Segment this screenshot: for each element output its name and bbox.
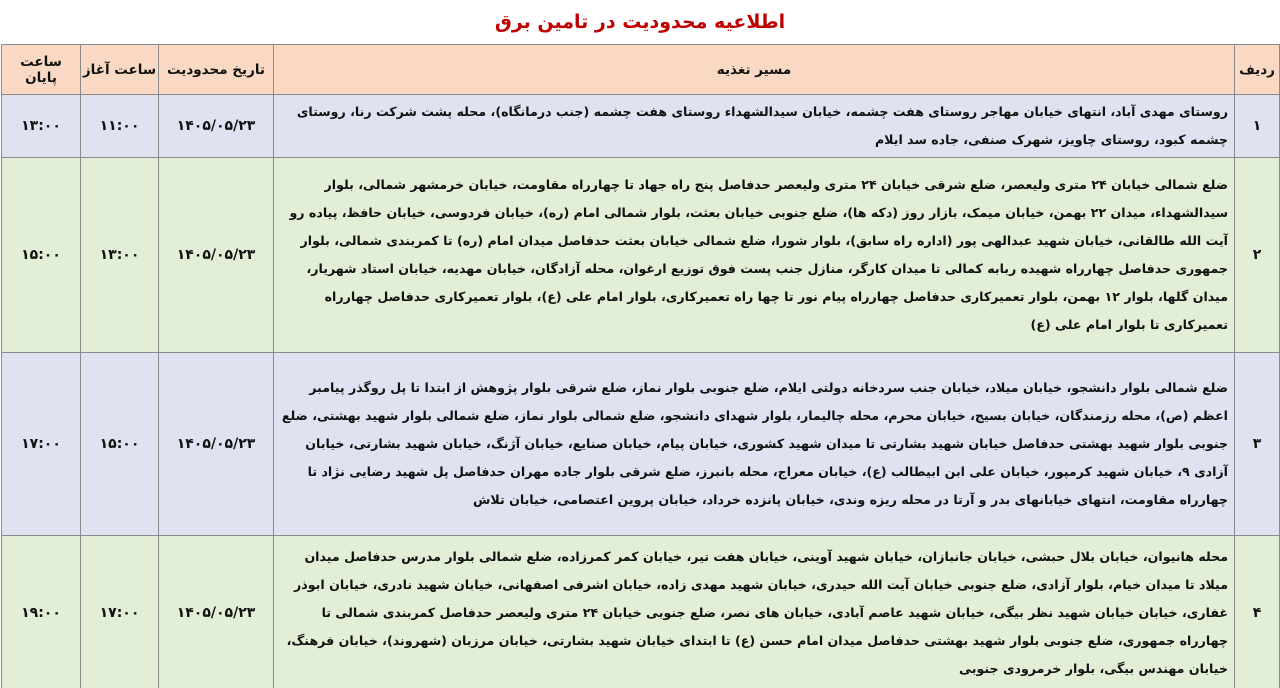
table-row <box>2 353 1280 536</box>
row-route: محله هانیوان، خیابان بلال حبشی، خیابان جانبازان، خیابان شهید آوینی، خیابان هفت تیر، خیابان کمر کمرزاده، ضلع شمالی بلوار مدرس حدفاصل میدان میلاد تا میدان خیام، بلوار آزادی، ضلع جنوبی خیابان آیت الله حیدری، خیابان شهید مهدی زاده، خیابان اشرفی اصفهانی، خیابان شهید نادری، خیابان ابوذر غفاری، خیابان خیابان شهید نظر بیگی، خیابان شهید عاصم آبادی، خیابان های نصر، ضلع جنوبی خیابان ۲۴ متری ولیعصر حدفاصل کمربندی شمالی تا چهارراه جمهوری، ضلع جنوبی بلوار شهید بهشتی حدفاصل میدان امام حسن (ع) تا ابتدای خیابان شهید بشارتی، خیابان مرزبان (شهروند)، خیابان فرهنگ، خیابان مهندس بیگی، بلوار خرمرودی جنوبی <box>274 536 1235 688</box>
row-route: ضلع شمالی خیابان ۲۴ متری ولیعصر، ضلع شرقی خیابان ۲۴ متری ولیعصر حدفاصل پنج راه جهاد تا چهارراه مقاومت، خیابان خرمشهر شمالی، بلوار سیدالشهداء، میدان ۲۲ بهمن، خیابان میمک، بازار روز (دکه ها)، ضلع جنوبی خیابان بعثت، بلوار شمالی امام (ره)، خیابان فردوسی، خیابان حافظ، پیاده رو آیت الله طالقانی، خیابان شهید عبدالهی پور (اداره راه سابق)، بلوار شورا، ضلع شمالی خیابان بعثت حدفاصل میدان امام (ره) تا کمربندی شمالی، بلوار جمهوری حدفاصل چهارراه شهیده ربابه کمالی تا میدان کارگر، منازل جنب پست فوق توزیع ارغوان، محله آزادگان، خیابان مهدیه، خیابان استاد شهریار، میدان گلها، بلوار ۱۲ بهمن، بلوار تعمیرکاری حدفاصل چهارراه پیام نور تا چها راه تعمیرکاری، بلوار امام علی (ع)، بلوار تعمیرکاری حدفاصل چهارراه تعمیرکاری تا بلوار امام علی (ع) <box>274 158 1235 353</box>
row-end-time: ۱۳:۰۰ <box>2 95 81 158</box>
row-end-time: ۱۵:۰۰ <box>2 158 81 353</box>
row-date: ۱۴۰۵/۰۵/۲۳ <box>159 158 274 353</box>
row-end-time: ۱۷:۰۰ <box>2 353 81 536</box>
row-start-time: ۱۱:۰۰ <box>81 95 159 158</box>
row-index: ۴ <box>1235 536 1280 688</box>
row-date: ۱۴۰۵/۰۵/۲۳ <box>159 95 274 158</box>
row-date: ۱۴۰۵/۰۵/۲۳ <box>159 353 274 536</box>
table-row <box>2 95 1280 158</box>
header-end-time: ساعت پایان <box>2 45 81 95</box>
header-index: ردیف <box>1235 45 1280 95</box>
row-start-time: ۱۳:۰۰ <box>81 158 159 353</box>
row-start-time: ۱۵:۰۰ <box>81 353 159 536</box>
row-start-time: ۱۷:۰۰ <box>81 536 159 688</box>
header-date: تاریخ محدودیت <box>159 45 274 95</box>
table-row <box>2 536 1280 688</box>
row-date: ۱۴۰۵/۰۵/۲۳ <box>159 536 274 688</box>
row-end-time: ۱۹:۰۰ <box>2 536 81 688</box>
row-route: ضلع شمالی بلوار دانشجو، خیابان میلاد، خیابان جنب سردخانه دولتی ایلام، ضلع جنوبی بلوار نماز، ضلع شرقی بلوار پژوهش از ابتدا تا پل روگذر پیامبر اعظم (ص)، محله رزمندگان، خیابان بسیج، خیابان محرم، محله چالیمار، بلوار شهدای دانشجو، ضلع شمالی بلوار نماز، ضلع شمالی بلوار شهید بهشتی، ضلع جنوبی بلوار شهید بهشتی حدفاصل خیابان شهید بشارتی تا میدان شهید کشوری، خیابان پیام، خیابان صنایع، خیابان آژنگ، خیابان شهید بشارتی، خیابان آزادی ۹، خیابان شهید کرمپور، خیابان علی ابن ابیطالب (ع)، خیابان معراج، محله بانبرز، ضلع شرقی بلوار جاده مهران حدفاصل پل شهید رضایی نژاد تا چهارراه مقاومت، انتهای خیابانهای بدر و آرتا در محله ریزه وندی، خیابان پانزده خرداد، خیابان پروین اعتصامی، خیابان تلاش <box>274 353 1235 536</box>
page-title: اطلاعیه محدودیت در تامین برق <box>494 11 786 33</box>
row-index: ۳ <box>1235 353 1280 536</box>
table-header-row <box>2 45 1280 95</box>
header-start-time: ساعت آغاز <box>81 45 159 95</box>
row-index: ۲ <box>1235 158 1280 353</box>
header-route: مسیر تغذیه <box>274 45 1235 95</box>
table-row <box>2 158 1280 353</box>
outage-table <box>1 44 1280 688</box>
row-route: روستای مهدی آباد، انتهای خیابان مهاجر روستای هفت چشمه، خیابان سیدالشهداء روستای هفت چشمه (جنب درمانگاه)، محله پشت شرکت رنا، روستای چشمه کبود، روستای چاویز، شهرک صنفی، جاده سد ایلام <box>274 95 1235 158</box>
row-index: ۱ <box>1235 95 1280 158</box>
